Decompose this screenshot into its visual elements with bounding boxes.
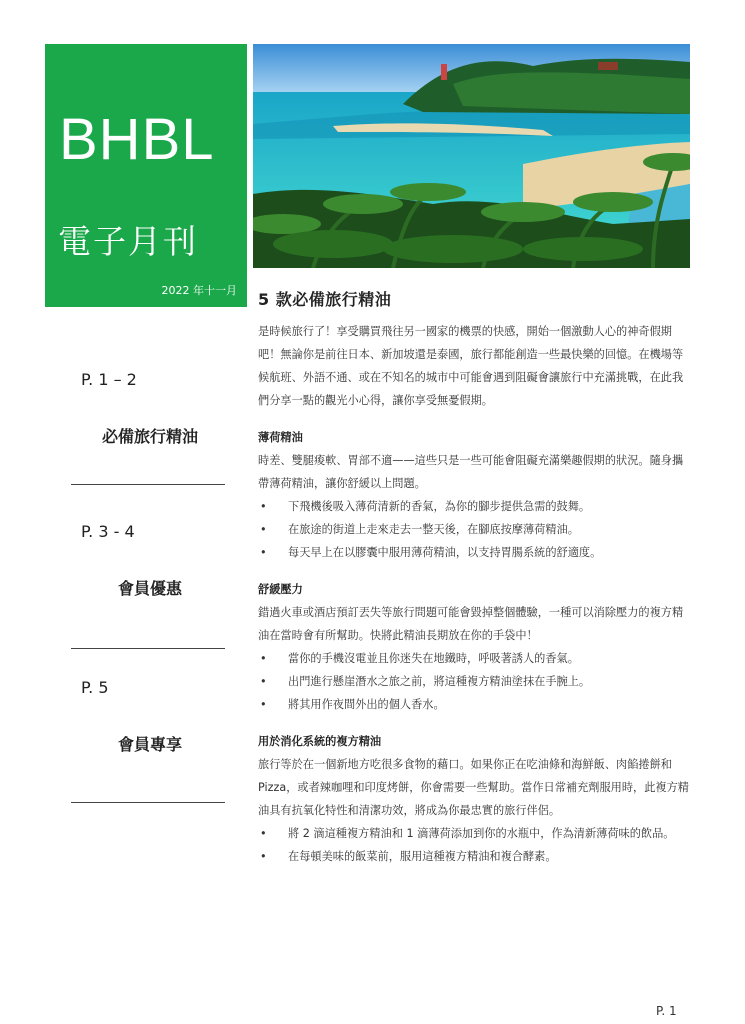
page-number: P. 1 [656,1004,677,1018]
list-item: • 當你的手機沒電並且你迷失在地鐵時，呼吸著誘人的香氣。 [258,647,692,670]
issue-date: 2022 年十一月 [161,284,237,297]
list-item: • 出門進行懸崖潛水之旅之前，將這種複方精油塗抹在手腕上。 [258,670,692,693]
toc-title: 會員優惠 [117,579,182,598]
brand-title: BHBL [59,107,215,172]
toc-title: 會員專享 [117,735,182,754]
list-item: • 下飛機後吸入薄荷清新的香氣，為你的腳步提供急需的鼓舞。 [258,495,692,518]
toc-divider [71,484,225,485]
toc-pages: P. 1 – 2 [81,370,137,389]
list-item: • 在旅途的街道上走來走去一整天後，在腳底按摩薄荷精油。 [258,518,692,541]
section-body: 時差、雙腿痠軟、胃部不適——這些只是一些可能會阻礙充滿樂趣假期的狀況。隨身攜帶薄荷精油，讓你舒緩以上問題。 [258,454,684,490]
bullet-list [258,495,692,564]
section-heading: 舒緩壓力 [258,583,303,596]
bullet-list [258,822,692,868]
toc-divider [71,648,225,649]
bullet-list [258,647,692,716]
section-heading: 薄荷精油 [258,431,303,444]
list-item: • 每天早上在以膠囊中服用薄荷精油，以支持胃腸系統的舒適度。 [258,541,692,564]
toc-divider [71,802,225,803]
section-body: 錯過火車或酒店預訂丟失等旅行問題可能會毀掉整個體驗，一種可以消除壓力的複方精油在當時會有所幫助。快將此精油長期放在你的手袋中！ [258,606,684,642]
article-intro: 是時候旅行了！享受購買飛往另一國家的機票的快感，開始一個激動人心的神奇假期吧！無論你是前往日本、新加坡還是泰國，旅行都能創造一些最快樂的回憶。在機場等候航班、外語不通、或在不知名的城市中可能會遇到阻礙會讓旅行中充滿挑戰，在此我們分享一點的觀光小心得，讓你享受無憂假期。 [258,325,684,407]
toc-pages: P. 3 - 4 [81,522,135,541]
list-item: • 將其用作夜間外出的個人香水。 [258,693,692,716]
masthead-box [45,44,247,307]
section-body: 旅行等於在一個新地方吃很多食物的藉口。如果你正在吃油條和海鮮飯、肉餡捲餅和 Pizza，或者辣咖哩和印度烤餅，你會需要一些幫助。當作日常補充劑服用時，此複方精油具有抗氧化特性和清潔功效，將成為你最忠實的旅行伴侶。 [258,758,689,817]
toc-title: 必備旅行精油 [101,427,198,446]
section-heading: 用於消化系統的複方精油 [258,735,382,748]
toc-pages: P. 5 [81,678,109,697]
list-item: • 將 2 滴這種複方精油和 1 滴薄荷添加到你的水瓶中，作為清新薄荷味的飲品。 [258,822,692,845]
article [258,287,692,868]
list-item: • 在每頓美味的飯菜前，服用這種複方精油和複合酵素。 [258,845,692,868]
article-title: 5 款必備旅行精油 [258,290,392,309]
newsletter-subtitle: 電子月刊 [58,222,198,261]
beach-resort-photo [253,44,690,268]
